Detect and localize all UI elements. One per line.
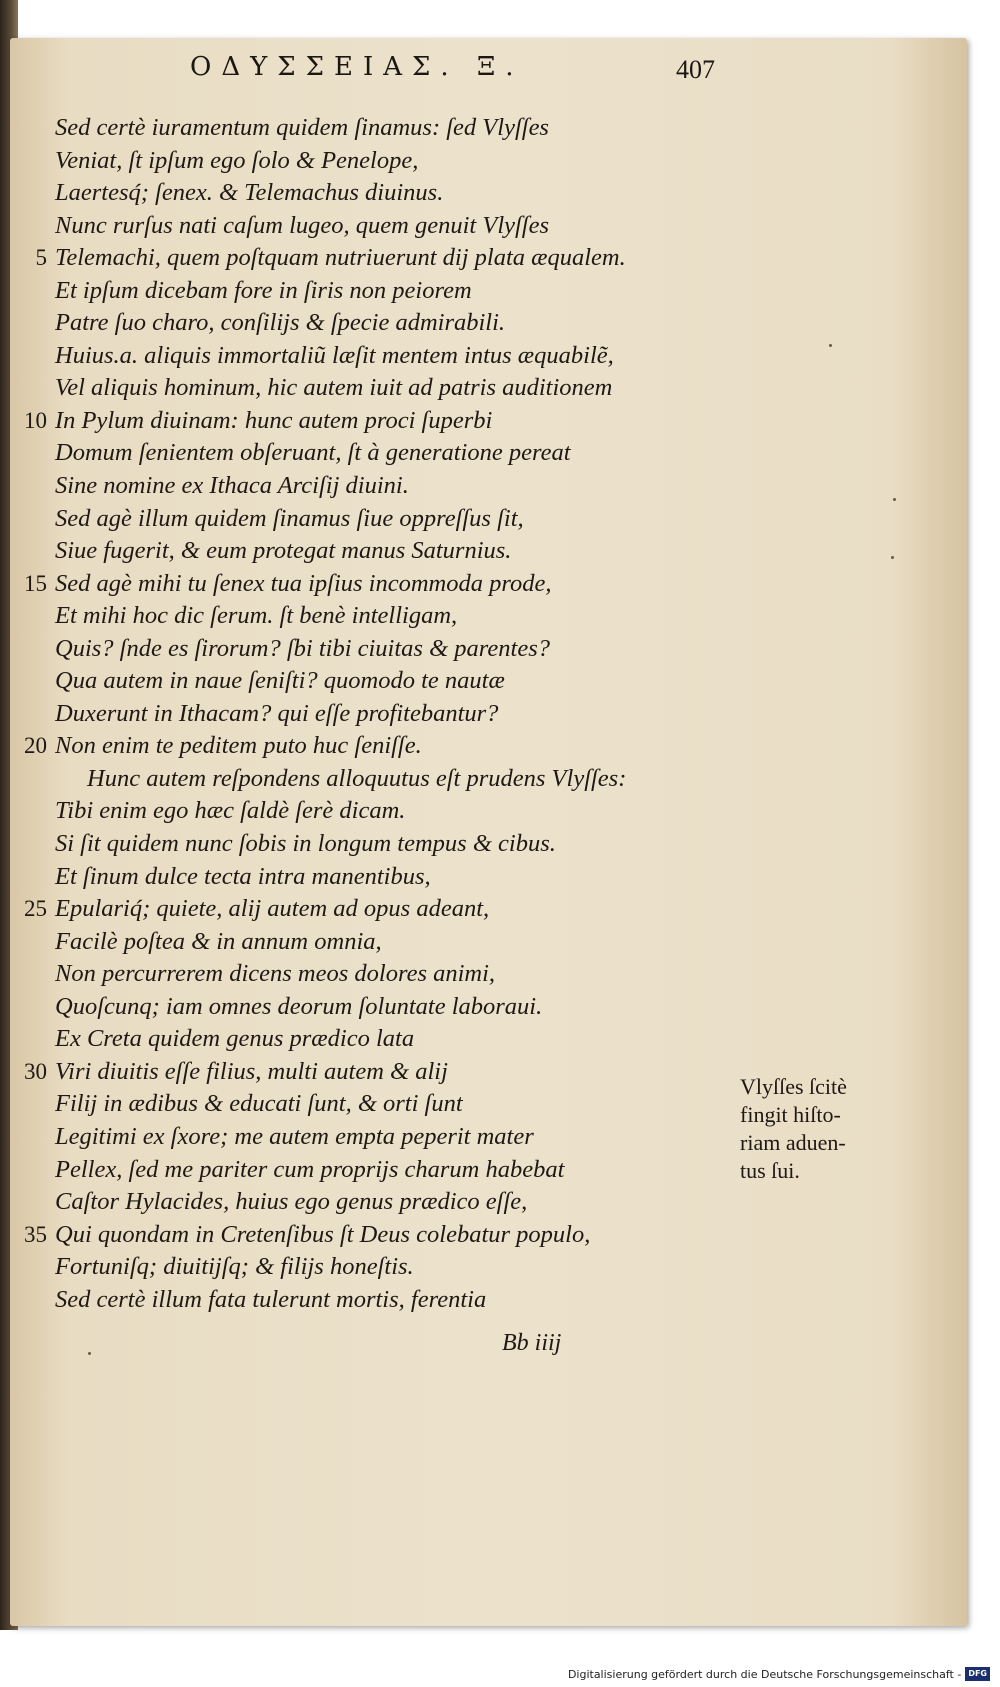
verse-text: Legitimi ex ſxore; me autem empta peperit mater — [55, 1122, 534, 1150]
verse-text: Facilè poſtea & in annum omnia, — [55, 927, 382, 955]
page-number: 407 — [676, 55, 715, 84]
digitization-footer — [568, 1666, 990, 1682]
verse-number: 5 — [35, 245, 47, 271]
verse-text: Epulariq́; quiete, alij autem ad opus adeant, — [55, 895, 490, 923]
verse-line — [55, 470, 735, 503]
verse-text: Non enim te peditem puto huc ſeniſſe. — [55, 732, 422, 760]
verse-text: Fortuniſq; diuitijſq; & filijs honeſtis. — [55, 1253, 414, 1281]
verse-line — [55, 535, 735, 568]
verse-line — [55, 275, 735, 308]
verse-text: Nunc rurſus nati caſum lugeo, quem genuit Vlyſſes — [55, 211, 550, 239]
verse-text: Ex Creta quidem genus prædico lata — [55, 1025, 415, 1053]
verse-number: 15 — [24, 570, 47, 596]
verse-line — [24, 1056, 735, 1089]
verse-line — [55, 1088, 735, 1121]
margin-note-line: Vlyſſes ſcitè — [740, 1074, 847, 1099]
verse-line — [55, 1023, 735, 1056]
verse-line — [24, 405, 735, 438]
verse-line — [55, 112, 735, 145]
verse-line — [55, 503, 735, 536]
verse-text: Filij in ædibus & educati ſunt, & orti ſunt — [55, 1090, 463, 1118]
verse-line — [55, 307, 735, 340]
verse-text: Telemachi, quem poſtquam nutriuerunt dij plata æqualem. — [55, 244, 626, 272]
verse-text: Quis? ſnde es ſirorum? ſbi tibi ciuitas & parentes? — [55, 634, 550, 662]
verse-text: Pellex, ſed me pariter cum proprijs charum habebat — [55, 1155, 565, 1183]
verse-line — [35, 242, 735, 275]
verse-line — [55, 763, 735, 796]
verse-line — [55, 1154, 735, 1187]
verse-text: Laertesq́; ſenex. & Telemachus diuinus. — [55, 179, 444, 207]
verse-line — [55, 795, 735, 828]
verse-text: Qua autem in naue ſeniſti? quomodo te nautæ — [55, 667, 505, 695]
verse-text: Siue fugerit, & eum protegat manus Saturnius. — [55, 537, 512, 565]
verse-text: Sine nomine ex Ithaca Arciſij diuini. — [55, 472, 409, 500]
verse-line — [55, 698, 735, 731]
verse-text: Sed agè illum quidem ſinamus ſiue oppreſſus ſit, — [55, 504, 524, 532]
verse-line — [55, 861, 735, 894]
verse-text: Sed certè illum fata tulerunt mortis, ferentia — [55, 1285, 487, 1313]
verse-line — [24, 568, 735, 601]
verse-line — [24, 893, 735, 926]
verse-line — [55, 210, 735, 243]
paper-speck — [829, 344, 832, 347]
paper-speck — [88, 1352, 91, 1355]
running-head: ΟΔΥΣΣΕΙΑΣ. Ξ. — [190, 52, 524, 82]
verse-text: Caſtor Hylacides, huius ego genus prædico eſſe, — [55, 1188, 528, 1216]
verse-number: 30 — [24, 1058, 47, 1084]
verse-text: Qui quondam in Cretenſibus ſt Deus colebatur populo, — [55, 1220, 591, 1248]
verse-text: Domum ſenientem obſeruant, ſt à generatione pereat — [55, 439, 571, 467]
signature-mark: Bb iiij — [502, 1330, 562, 1356]
verse-line — [24, 730, 735, 763]
verse-text-block — [24, 112, 735, 1316]
verse-text: Veniat, ſt ipſum ego ſolo & Penelope, — [55, 146, 419, 174]
verse-number: 35 — [24, 1221, 47, 1247]
margin-note-line: tus ſui. — [740, 1158, 800, 1183]
verse-line — [55, 145, 735, 178]
verse-number: 20 — [24, 733, 47, 759]
verse-line — [55, 828, 735, 861]
margin-note — [740, 1073, 890, 1185]
verse-line — [24, 1219, 735, 1252]
verse-line — [55, 437, 735, 470]
paper-speck — [893, 498, 896, 501]
verse-text: Vel aliquis hominum, hic autem iuit ad patris auditionem — [55, 374, 613, 402]
verse-line — [55, 633, 735, 666]
verse-line — [55, 958, 735, 991]
verse-line — [55, 1251, 735, 1284]
verse-text: Viri diuitis eſſe filius, multi autem & alij — [55, 1057, 448, 1085]
verse-line — [55, 1186, 735, 1219]
verse-number: 10 — [24, 407, 47, 433]
verse-text: Duxerunt in Ithacam? qui eſſe profitebantur? — [55, 699, 499, 727]
funding-credit: Digitalisierung gefördert durch die Deutsche Forschungsgemeinschaft - — [567, 1667, 962, 1681]
verse-line — [55, 926, 735, 959]
dfg-logo-icon: DFG — [965, 1667, 990, 1681]
verse-text: Sed agè mihi tu ſenex tua ipſius incommoda prode, — [55, 569, 552, 597]
verse-text: Huius.a. aliquis immortaliũ læſit mentem intus æquabilẽ, — [55, 341, 614, 369]
verse-text: In Pylum diuinam: hunc autem proci ſuperbi — [55, 406, 493, 434]
verse-text: Hunc autem reſpondens alloquutus eſt prudens Vlyſſes: — [87, 764, 627, 792]
verse-line — [55, 340, 735, 373]
verse-line — [55, 372, 735, 405]
verse-text: Si ſit quidem nunc ſobis in longum tempus & cibus. — [55, 830, 556, 858]
verse-number: 25 — [24, 896, 47, 922]
verse-text: Quoſcunq; iam omnes deorum ſoluntate laboraui. — [55, 992, 543, 1020]
margin-note-line: fingit hiſto- — [740, 1102, 841, 1127]
verse-text: Et ipſum dicebam fore in ſiris non peiorem — [55, 276, 472, 304]
verse-line — [55, 177, 735, 210]
verse-text: Non percurrerem dicens meos dolores animi, — [55, 960, 496, 988]
verse-text: Patre ſuo charo, conſilijs & ſpecie admirabili. — [55, 309, 506, 337]
verse-line — [55, 600, 735, 633]
verse-line — [55, 665, 735, 698]
verse-line — [55, 1284, 735, 1317]
verse-line — [55, 991, 735, 1024]
paper-speck — [891, 556, 894, 559]
margin-note-line: riam aduen- — [740, 1130, 846, 1155]
verse-text: Sed certè iuramentum quidem ſinamus: ſed Vlyſſes — [55, 114, 549, 141]
verse-text: Tibi enim ego hæc ſaldè ſerè dicam. — [55, 797, 406, 825]
verse-text: Et ſinum dulce tecta intra manentibus, — [55, 862, 431, 890]
verse-text: Et mihi hoc dic ſerum. ſt benè intelligam, — [55, 602, 458, 630]
verse-line — [55, 1121, 735, 1154]
